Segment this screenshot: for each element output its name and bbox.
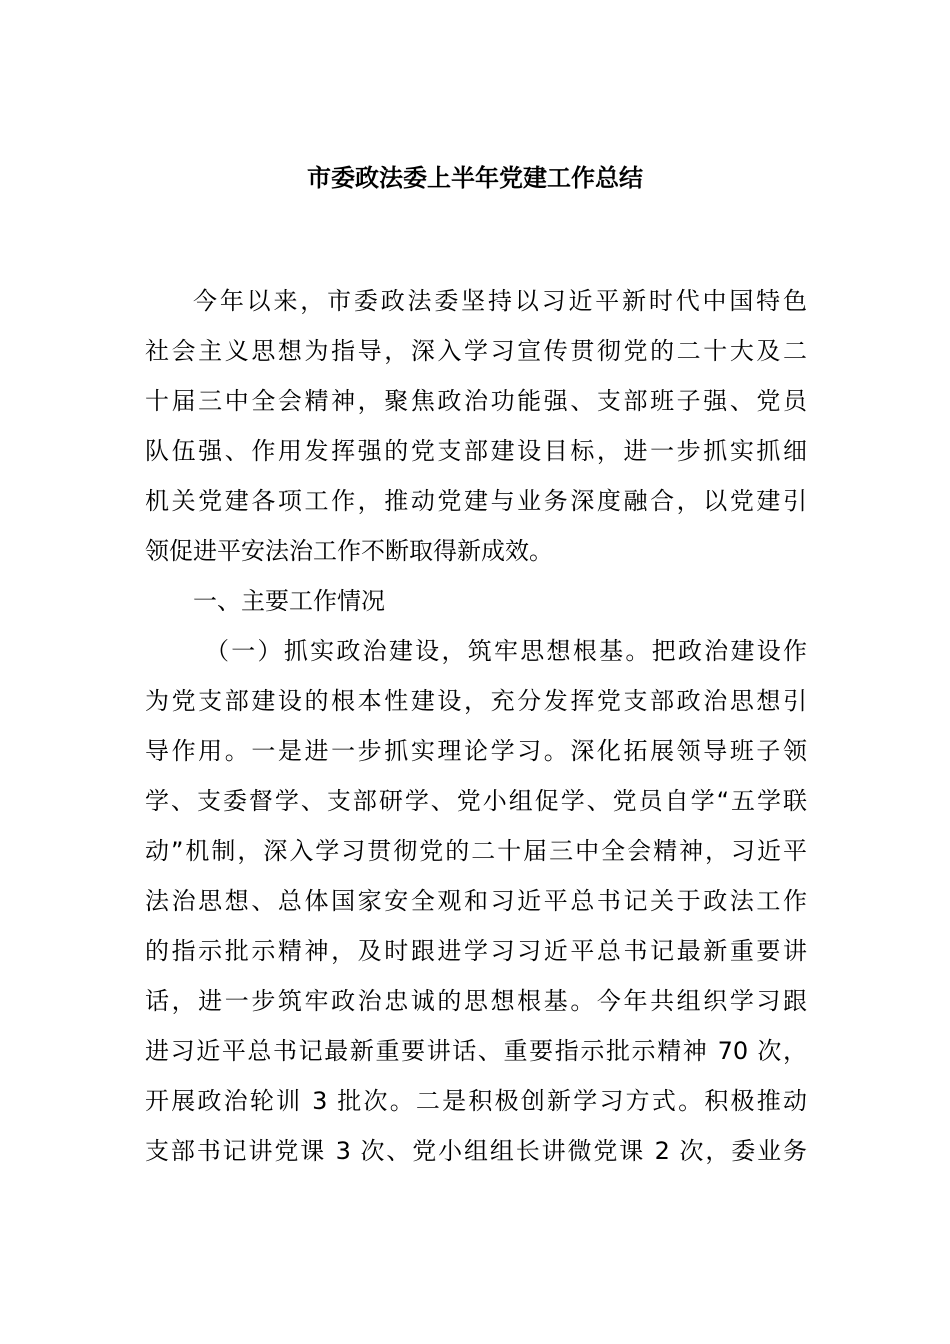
paragraph-line: 进习近平总书记最新重要讲话、重要指示批示精神 70 次，	[145, 1037, 807, 1065]
paragraph-line: 领促进平安法治工作不断取得新成效。	[145, 537, 553, 565]
paragraph-line: 法治思想、总体国家安全观和习近平总书记关于政法工作	[145, 887, 807, 915]
paragraph-line: 队伍强、作用发挥强的党支部建设目标，进一步抓实抓细	[145, 437, 807, 465]
paragraph-line: 动”机制，深入学习贯彻党的二十届三中全会精神，习近平	[145, 837, 807, 865]
paragraph-line: 学、支委督学、支部研学、党小组促学、党员自学“五学联	[145, 787, 807, 815]
paragraph-line: 今年以来，市委政法委坚持以习近平新时代中国特色	[193, 287, 807, 315]
paragraph-line: 为党支部建设的根本性建设，充分发挥党支部政治思想引	[145, 687, 807, 715]
paragraph-line: 十届三中全会精神，聚焦政治功能强、支部班子强、党员	[145, 387, 807, 415]
document-title: 市委政法委上半年党建工作总结	[307, 164, 643, 192]
paragraph-line: 话，进一步筑牢政治忠诚的思想根基。今年共组织学习跟	[145, 987, 807, 1015]
paragraph-line: 机关党建各项工作，推动党建与业务深度融合，以党建引	[145, 487, 807, 515]
paragraph-line: 社会主义思想为指导，深入学习宣传贯彻党的二十大及二	[145, 337, 807, 365]
paragraph-line: 开展政治轮训 3 批次。二是积极创新学习方式。积极推动	[145, 1087, 807, 1115]
document-body	[145, 276, 807, 1176]
paragraph-line: 的指示批示精神，及时跟进学习习近平总书记最新重要讲	[145, 937, 807, 965]
paragraph-line: （一）抓实政治建设，筑牢思想根基。把政治建设作	[205, 637, 807, 665]
paragraph-line: 支部书记讲党课 3 次、党小组组长讲微党课 2 次，委业务	[145, 1137, 807, 1165]
section-heading: 一、主要工作情况	[193, 587, 385, 615]
paragraph-line: 导作用。一是进一步抓实理论学习。深化拓展领导班子领	[145, 737, 807, 765]
